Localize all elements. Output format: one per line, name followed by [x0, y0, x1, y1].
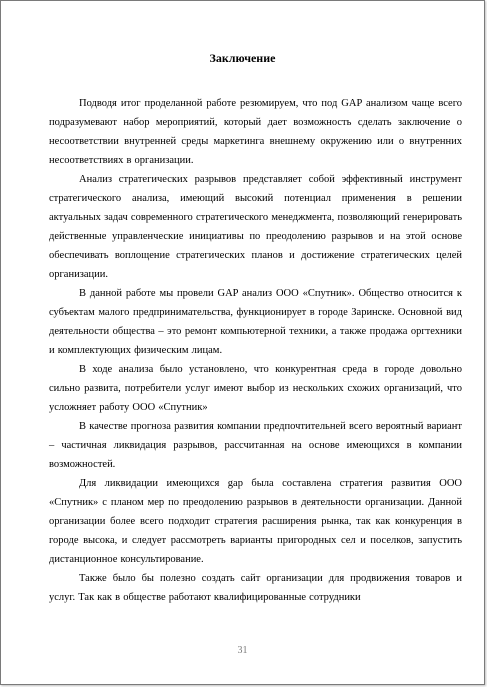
paragraph: В качестве прогноза развития компании предпочтительней всего вероятный вариант – частичная ликвидация разрывов, рассчитанная на основе имеющихся в компании возможностей.	[49, 421, 462, 470]
page-number: 31	[237, 645, 248, 656]
document-body	[49, 94, 462, 607]
paragraph: Анализ стратегических разрывов представляет собой эффективный инструмент стратегического анализа, имеющий высокий потенциал применения в решении актуальных задач современного стратегического менеджмента, позволяющий генерировать действенные управленческие инициативы по преодолению разрывов и на этой основе обеспечивать воплощение стратегических планов и достижение стратегических целей организации.	[49, 174, 462, 280]
paragraph: В ходе анализа было установлено, что конкурентная среда в городе довольно сильно развита, потребители услуг имеют выбор из нескольких схожих организаций, что усложняет работу ООО «Спутник»	[49, 364, 462, 413]
paragraph: В данной работе мы провели GAP анализ ООО «Спутник». Общество относится к субъектам малого предпринимательства, функционирует в городе Заринске. Основной вид деятельности общества – это ремонт компьютерной техники, а также продажа оргтехники и комплектующих физическим лицам.	[49, 288, 462, 356]
paragraph: Подводя итог проделанной работе резюмируем, что под GAP анализом чаще всего подразумевают набор мероприятий, который дает возможность сделать заключение о несоответствии внутренней среды маркетинга внешнему окружению или о внутренних несоответствиях в организации.	[49, 98, 462, 166]
paragraph: Также было бы полезно создать сайт организации для продвижения товаров и услуг. Так как в обществе работают квалифицированные сотрудники	[49, 573, 462, 603]
page-title: Заключение	[209, 51, 276, 65]
paragraph: Для ликвидации имеющихся gap была составлена стратегия развития ООО «Спутник» с планом мер по преодолению разрывов в деятельности организации. Данной организации более всего подходит стратегия расширения рынка, так как конкуренция в городе высока, и следует рассмотреть варианты пригородных сел и поселков, запустить дистанционное консультирование.	[49, 478, 462, 565]
